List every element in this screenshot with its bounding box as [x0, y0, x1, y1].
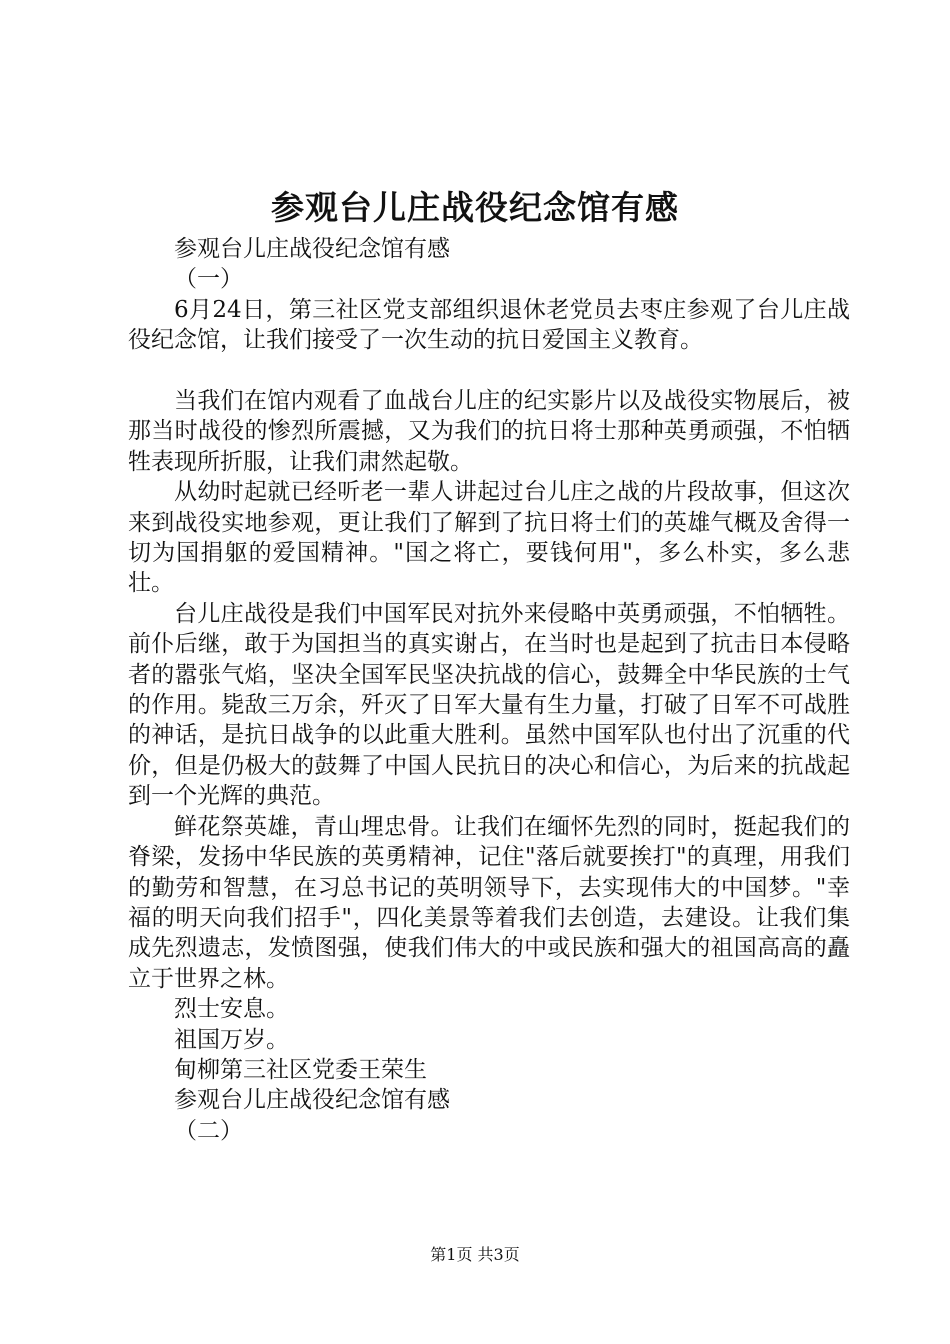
paragraph: 从幼时起就已经听老一辈人讲起过台儿庄之战的片段故事，但这次来到战役实地参观，更让我们了解到了抗日将士们的英雄气概及舍得一切为国捐躯的爱国精神。"国之将亡，要钱何用"，多么朴实，多么悲壮。: [128, 479, 850, 597]
blank-line: [128, 356, 850, 386]
author-signature: 甸柳第三社区党委王荣生: [174, 1056, 427, 1083]
document-body: [128, 234, 850, 1146]
section-marker: （一）: [174, 266, 243, 293]
paragraph: 台儿庄战役是我们中国军民对抗外来侵略中英勇顽强，不怕牺牲。前仆后继，敢于为国担当的真实谢占，在当时也是起到了抗击日本侵略者的嚣张气焰，坚决全国军民坚决抗战的信心，鼓舞全中华民族的士气的作用。毙敌三万余，歼灭了日军大量有生力量，打破了日军不可战胜的神话，是抗日战争的以此重大胜利。虽然中国军队也付出了沉重的代价，但是仍极大的鼓舞了中国人民抗日的决心和信心，为后来的抗战起到一个光辉的典范。: [128, 600, 850, 810]
paragraph: 鲜花祭英雄，青山埋忠骨。让我们在缅怀先烈的同时，挺起我们的脊梁，发扬中华民族的英勇精神，记住"落后就要挨打"的真理，用我们的勤劳和智慧，在习总书记的英明领导下，去实现伟大的中国梦。"幸福的明天向我们招手"，四化美景等着我们去创造，去建设。让我们集成先烈遗志，发愤图强，使我们伟大的中或民族和强大的祖国高高的矗立于世界之林。: [128, 813, 850, 992]
page-number: 第1页 共3页: [430, 1245, 520, 1264]
closing-line: 烈士安息。: [174, 996, 289, 1023]
closing-line: 祖国万岁。: [174, 1026, 289, 1053]
paragraph: 6月24日，第三社区党支部组织退休老党员去枣庄参观了台儿庄战役纪念馆，让我们接受了一次生动的抗日爱国主义教育。: [128, 296, 850, 354]
subtitle-line: 参观台儿庄战役纪念馆有感: [174, 1087, 450, 1114]
paragraph: 当我们在馆内观看了血战台儿庄的纪实影片以及战役实物展后，被那当时战役的惨烈所震撼，又为我们的抗日将士那种英勇顽强，不怕牺牲表现所折服，让我们肃然起敬。: [128, 388, 850, 475]
section-marker: （二）: [174, 1117, 243, 1144]
subtitle-line: 参观台儿庄战役纪念馆有感: [174, 236, 450, 262]
document-title: 参观台儿庄战役纪念馆有感: [271, 188, 679, 227]
